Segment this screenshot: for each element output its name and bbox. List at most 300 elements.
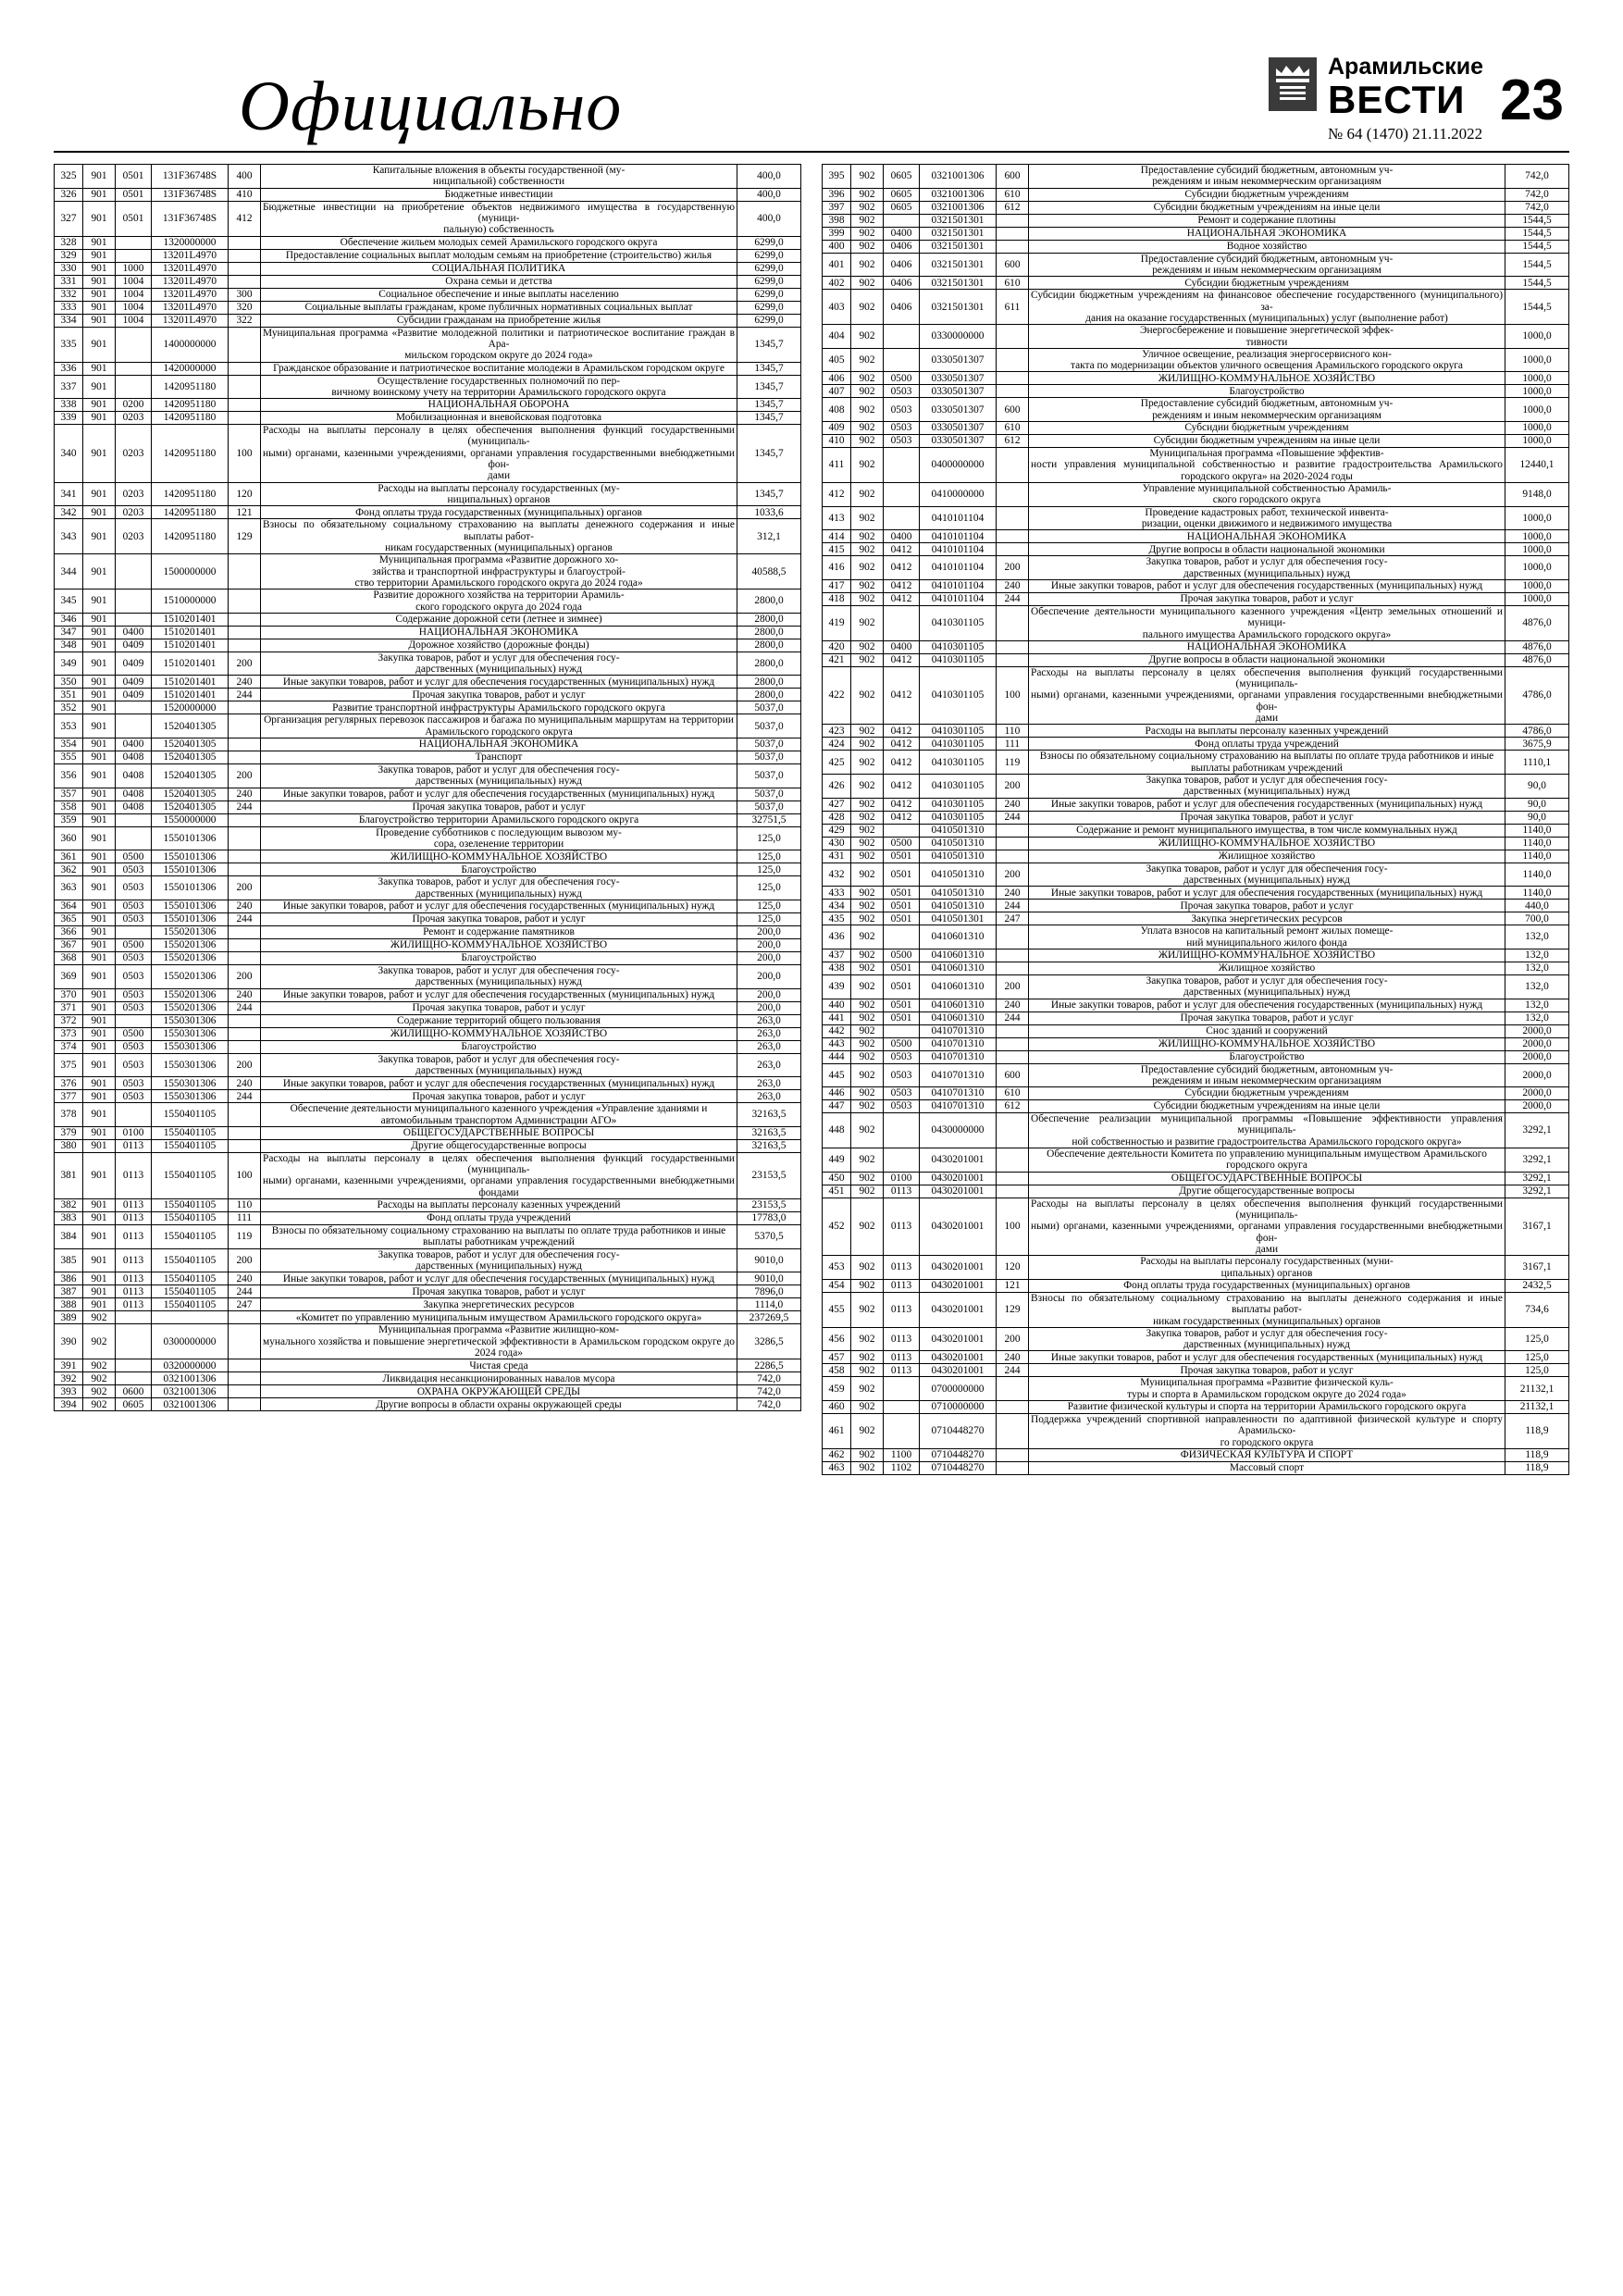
table-row: [823, 1256, 1569, 1280]
section-code: 0503: [884, 1087, 920, 1100]
section-code: 0503: [884, 385, 920, 398]
row-amount: 23153,5: [737, 1152, 801, 1198]
table-row: [55, 1199, 801, 1212]
expense-type-code: [229, 554, 261, 590]
issue-info: № 64 (1470) 21.11.2022: [1328, 125, 1483, 143]
chapter-code: 902: [851, 1364, 884, 1377]
expense-type-code: [229, 826, 261, 850]
row-number: 454: [823, 1279, 851, 1292]
table-row: [823, 1462, 1569, 1475]
expense-type-code: 244: [229, 689, 261, 701]
row-amount: 237269,5: [737, 1311, 801, 1324]
row-amount: 5037,0: [737, 800, 801, 813]
row-label: Обеспечение деятельности Комитета по управлению муниципальным имуществом Арамильского городского округа: [1029, 1148, 1505, 1173]
row-number: 439: [823, 974, 851, 999]
section-code: 0200: [116, 399, 152, 412]
row-number: 419: [823, 605, 851, 640]
expense-type-code: 247: [229, 1298, 261, 1311]
chapter-code: 901: [83, 519, 116, 554]
chapter-code: 902: [851, 1401, 884, 1414]
target-code: 1550201306: [152, 951, 229, 964]
row-number: 379: [55, 1126, 83, 1139]
row-label: Прочая закупка товаров, работ и услуг: [1029, 811, 1505, 824]
row-label: Содержание и ремонт муниципального имущества, в том числе коммунальных нужд: [1029, 824, 1505, 837]
row-label: Фонд оплаты труда государственных (муниципальных) органов: [1029, 1279, 1505, 1292]
target-code: 0430201001: [920, 1364, 997, 1377]
table-row: [823, 530, 1569, 543]
table-row: [823, 422, 1569, 435]
target-code: 1550101306: [152, 876, 229, 900]
expense-type-code: 200: [997, 775, 1029, 799]
target-code: 0330501307: [920, 385, 997, 398]
table-row: [55, 1139, 801, 1152]
row-number: 327: [55, 201, 83, 236]
target-code: 131F36748S: [152, 188, 229, 201]
table-row: [55, 1053, 801, 1077]
row-amount: 2800,0: [737, 689, 801, 701]
row-label: Капитальные вложения в объекты государственной (му- ниципальной) собственности: [261, 165, 737, 189]
chapter-code: 902: [851, 348, 884, 372]
section-code: 0500: [884, 1037, 920, 1050]
chapter-code: 901: [83, 1248, 116, 1272]
row-number: 458: [823, 1364, 851, 1377]
row-amount: 1544,5: [1505, 227, 1569, 240]
row-amount: 1345,7: [737, 425, 801, 483]
row-number: 328: [55, 236, 83, 249]
row-number: 416: [823, 556, 851, 580]
section-code: [116, 1372, 152, 1385]
row-number: 432: [823, 863, 851, 887]
row-label: Благоустройство: [261, 1040, 737, 1053]
row-label: Субсидии бюджетным учреждениям на иные цели: [1029, 1100, 1505, 1113]
table-row: [55, 850, 801, 863]
section-code: 0409: [116, 652, 152, 676]
row-label: Транспорт: [261, 751, 737, 764]
expense-type-code: 244: [229, 912, 261, 925]
section-code: 0406: [884, 290, 920, 325]
chapter-code: 902: [851, 1279, 884, 1292]
chapter-code: 901: [83, 288, 116, 301]
row-amount: 1033,6: [737, 506, 801, 519]
row-number: 346: [55, 613, 83, 626]
row-amount: 312,1: [737, 519, 801, 554]
section-code: [116, 249, 152, 262]
row-amount: 125,0: [737, 850, 801, 863]
chapter-code: 901: [83, 988, 116, 1001]
row-number: 426: [823, 775, 851, 799]
section-code: 0113: [116, 1139, 152, 1152]
chapter-code: 901: [83, 1090, 116, 1103]
target-code: 1510201401: [152, 613, 229, 626]
table-row: [823, 556, 1569, 580]
section-code: 0113: [884, 1256, 920, 1280]
chapter-code: 902: [851, 1185, 884, 1198]
row-label: Прочая закупка товаров, работ и услуг: [261, 1001, 737, 1014]
expense-type-code: [997, 448, 1029, 483]
table-row: [823, 653, 1569, 666]
row-amount: 3292,1: [1505, 1113, 1569, 1148]
table-row: [823, 725, 1569, 738]
row-amount: 200,0: [737, 925, 801, 938]
section-code: 0113: [116, 1152, 152, 1198]
section-code: 0412: [884, 556, 920, 580]
chapter-code: 902: [851, 824, 884, 837]
row-label: Обеспечение деятельности муниципального казенного учреждения «Центр земельных отношений и муници- пального имущества Арамильского городского округа»: [1029, 605, 1505, 640]
row-label: Снос зданий и сооружений: [1029, 1024, 1505, 1037]
row-number: 335: [55, 327, 83, 362]
table-row: [823, 1401, 1569, 1414]
section-code: 1000: [116, 262, 152, 275]
expense-type-code: [997, 1449, 1029, 1462]
target-code: 0410701310: [920, 1037, 997, 1050]
row-amount: 3286,5: [737, 1324, 801, 1359]
expense-type-code: 240: [997, 579, 1029, 592]
target-code: 0321001306: [920, 165, 997, 189]
section-code: 0503: [884, 1063, 920, 1087]
row-number: 362: [55, 863, 83, 876]
chapter-code: 901: [83, 714, 116, 738]
target-code: 0410301105: [920, 775, 997, 799]
expense-type-code: 240: [229, 788, 261, 800]
row-amount: 4876,0: [1505, 653, 1569, 666]
target-code: 131F36748S: [152, 201, 229, 236]
brand-name-line1: Арамильские: [1328, 54, 1484, 80]
target-code: 0710000000: [920, 1401, 997, 1414]
target-code: 0430201001: [920, 1279, 997, 1292]
section-code: 0412: [884, 543, 920, 556]
expense-type-code: 200: [229, 1248, 261, 1272]
chapter-code: 901: [83, 301, 116, 314]
row-label: Ликвидация несанкционированных навалов мусора: [261, 1372, 737, 1385]
expense-type-code: [997, 1414, 1029, 1449]
table-row: [55, 1103, 801, 1127]
target-code: 0410601310: [920, 925, 997, 949]
row-amount: 2800,0: [737, 652, 801, 676]
section-code: 0113: [116, 1199, 152, 1212]
section-code: 0503: [884, 398, 920, 422]
section-code: 0503: [116, 876, 152, 900]
row-label: Обеспечение жильем молодых семей Арамильского городского округа: [261, 236, 737, 249]
expense-type-code: 240: [229, 900, 261, 912]
target-code: 0330501307: [920, 435, 997, 448]
chapter-code: 901: [83, 375, 116, 399]
table-row: [823, 372, 1569, 385]
table-row: [55, 1126, 801, 1139]
row-number: 326: [55, 188, 83, 201]
table-row: [823, 1148, 1569, 1173]
expense-type-code: [229, 938, 261, 951]
chapter-code: 901: [83, 1077, 116, 1090]
row-label: Субсидии бюджетным учреждениям на иные цели: [1029, 201, 1505, 214]
row-label: Иные закупки товаров, работ и услуг для обеспечения государственных (муниципальных) нужд: [1029, 1351, 1505, 1364]
expense-type-code: [229, 1103, 261, 1127]
chapter-code: 902: [851, 1024, 884, 1037]
row-amount: 1345,7: [737, 412, 801, 425]
expense-type-code: 200: [229, 1053, 261, 1077]
row-amount: 118,9: [1505, 1414, 1569, 1449]
row-amount: 200,0: [737, 938, 801, 951]
expense-type-code: [997, 1462, 1029, 1475]
row-number: 329: [55, 249, 83, 262]
section-code: 0412: [884, 666, 920, 725]
expense-type-code: [229, 639, 261, 652]
row-number: 389: [55, 1311, 83, 1324]
target-code: 0330501307: [920, 348, 997, 372]
target-code: 1420000000: [152, 362, 229, 375]
expense-type-code: [229, 850, 261, 863]
row-amount: 1544,5: [1505, 290, 1569, 325]
target-code: 0410701310: [920, 1100, 997, 1113]
row-label: Развитие дорожного хозяйства на территории Арамиль- ского городского округа до 2024 года: [261, 590, 737, 614]
table-row: [823, 837, 1569, 850]
row-number: 340: [55, 425, 83, 483]
chapter-code: 902: [851, 253, 884, 277]
row-number: 409: [823, 422, 851, 435]
row-label: Закупка товаров, работ и услуг для обеспечения госу- дарственных (муниципальных) нужд: [261, 1248, 737, 1272]
row-number: 422: [823, 666, 851, 725]
row-number: 330: [55, 262, 83, 275]
section-code: 0113: [116, 1272, 152, 1285]
target-code: 1420951180: [152, 519, 229, 554]
target-code: 1520401305: [152, 751, 229, 764]
row-number: 377: [55, 1090, 83, 1103]
target-code: 1550201306: [152, 964, 229, 988]
expense-type-code: 612: [997, 435, 1029, 448]
chapter-code: 902: [851, 1198, 884, 1256]
row-number: 396: [823, 188, 851, 201]
chapter-code: 902: [851, 1327, 884, 1351]
row-amount: 1000,0: [1505, 435, 1569, 448]
row-amount: 1000,0: [1505, 325, 1569, 349]
chapter-code: 902: [851, 1256, 884, 1280]
row-label: Другие вопросы в области охраны окружающей среды: [261, 1398, 737, 1411]
row-label: Расходы на выплаты персоналу в целях обеспечения выполнения функций государственными (муниципаль- ными) органами, казенными учреждениями, органами управления государственными внебюджетными фон- дами: [1029, 666, 1505, 725]
column-left: [54, 164, 801, 1411]
chapter-code: 902: [851, 435, 884, 448]
row-label: Предоставление субсидий бюджетным, автономным уч- реждениям и иным некоммерческим организациям: [1029, 165, 1505, 189]
row-number: 331: [55, 275, 83, 288]
row-label: Содержание территорий общего пользования: [261, 1014, 737, 1027]
table-row: [823, 850, 1569, 863]
target-code: 0410501310: [920, 837, 997, 850]
target-code: 1500000000: [152, 554, 229, 590]
table-row: [823, 1449, 1569, 1462]
table-row: [55, 1398, 801, 1411]
row-label: Прочая закупка товаров, работ и услуг: [261, 689, 737, 701]
target-code: 0321501301: [920, 227, 997, 240]
section-code: 0503: [116, 964, 152, 988]
row-label: Муниципальная программа «Развитие молодежной политики и патриотическое воспитание граждан в Ара- мильском городском округе до 2024 года»: [261, 327, 737, 362]
expense-type-code: 600: [997, 253, 1029, 277]
expense-type-code: [997, 483, 1029, 507]
content-columns: [54, 164, 1569, 1475]
target-code: 1550401105: [152, 1212, 229, 1225]
row-amount: 40588,5: [737, 554, 801, 590]
expense-type-code: [997, 1024, 1029, 1037]
chapter-code: 901: [83, 676, 116, 689]
target-code: 0410601310: [920, 974, 997, 999]
table-row: [823, 887, 1569, 900]
table-row: [55, 1225, 801, 1249]
target-code: 13201L4970: [152, 314, 229, 327]
row-label: ЖИЛИЩНО-КОММУНАЛЬНОЕ ХОЗЯЙСТВО: [261, 938, 737, 951]
section-code: 0400: [116, 738, 152, 751]
row-number: 438: [823, 962, 851, 974]
target-code: 0321501301: [920, 240, 997, 253]
row-label: ОБЩЕГОСУДАРСТВЕННЫЕ ВОПРОСЫ: [261, 1126, 737, 1139]
chapter-code: 902: [851, 653, 884, 666]
target-code: 1420951180: [152, 375, 229, 399]
row-number: 444: [823, 1050, 851, 1063]
row-number: 380: [55, 1139, 83, 1152]
section-code: 0500: [884, 837, 920, 850]
table-row: [55, 399, 801, 412]
expense-type-code: [229, 399, 261, 412]
expense-type-code: 110: [229, 1199, 261, 1212]
row-number: 353: [55, 714, 83, 738]
row-number: 378: [55, 1103, 83, 1127]
expense-type-code: 610: [997, 1087, 1029, 1100]
target-code: 1550401105: [152, 1285, 229, 1298]
row-amount: 1544,5: [1505, 240, 1569, 253]
section-code: 0500: [884, 372, 920, 385]
row-amount: 400,0: [737, 188, 801, 201]
table-row: [823, 1063, 1569, 1087]
chapter-code: 902: [851, 1037, 884, 1050]
row-number: 398: [823, 214, 851, 227]
expense-type-code: 244: [997, 1364, 1029, 1377]
table-row: [55, 506, 801, 519]
row-label: Субсидии бюджетным учреждениям: [1029, 1087, 1505, 1100]
row-number: 457: [823, 1351, 851, 1364]
row-number: 411: [823, 448, 851, 483]
table-row: [55, 988, 801, 1001]
row-amount: 90,0: [1505, 798, 1569, 811]
row-label: Другие вопросы в области национальной экономики: [1029, 543, 1505, 556]
expense-type-code: [229, 813, 261, 826]
row-label: Расходы на выплаты персоналу казенных учреждений: [1029, 725, 1505, 738]
section-code: 1004: [116, 301, 152, 314]
row-number: 352: [55, 701, 83, 714]
table-row: [55, 1090, 801, 1103]
chapter-code: 901: [83, 912, 116, 925]
row-label: ЖИЛИЩНО-КОММУНАЛЬНОЕ ХОЗЯЙСТВО: [261, 1027, 737, 1040]
chapter-code: 901: [83, 1040, 116, 1053]
target-code: 1510201401: [152, 626, 229, 639]
section-code: [884, 348, 920, 372]
row-amount: 132,0: [1505, 999, 1569, 1011]
expense-type-code: 200: [229, 964, 261, 988]
row-amount: 400,0: [737, 165, 801, 189]
chapter-code: 902: [851, 483, 884, 507]
row-label: Прочая закупка товаров, работ и услуг: [1029, 1011, 1505, 1024]
section-code: [884, 605, 920, 640]
table-row: [55, 165, 801, 189]
chapter-code: 902: [851, 1148, 884, 1173]
row-amount: 2000,0: [1505, 1037, 1569, 1050]
expense-type-code: 240: [997, 999, 1029, 1011]
row-amount: 742,0: [737, 1385, 801, 1398]
row-amount: 1000,0: [1505, 422, 1569, 435]
table-row: [823, 1414, 1569, 1449]
row-amount: 3292,1: [1505, 1172, 1569, 1185]
expense-type-code: [997, 1050, 1029, 1063]
chapter-code: 902: [851, 592, 884, 605]
row-amount: 1140,0: [1505, 887, 1569, 900]
chapter-code: 902: [851, 1063, 884, 1087]
target-code: 0330000000: [920, 325, 997, 349]
section-code: 0409: [116, 639, 152, 652]
chapter-code: 902: [851, 277, 884, 290]
table-row: [823, 863, 1569, 887]
chapter-code: 902: [851, 1414, 884, 1449]
target-code: 0430201001: [920, 1351, 997, 1364]
row-number: 425: [823, 751, 851, 775]
row-number: 325: [55, 165, 83, 189]
row-number: 386: [55, 1272, 83, 1285]
table-row: [55, 800, 801, 813]
section-code: 0500: [116, 1027, 152, 1040]
table-row: [55, 314, 801, 327]
expense-type-code: [229, 951, 261, 964]
expense-type-code: [997, 530, 1029, 543]
expense-type-code: 610: [997, 188, 1029, 201]
row-label: Развитие транспортной инфраструктуры Арамильского городского округа: [261, 701, 737, 714]
chapter-code: 902: [851, 850, 884, 863]
chapter-code: 902: [83, 1324, 116, 1359]
expense-type-code: 240: [229, 1272, 261, 1285]
target-code: 1550301306: [152, 1053, 229, 1077]
section-code: 0100: [884, 1172, 920, 1185]
row-amount: 118,9: [1505, 1462, 1569, 1475]
row-number: 361: [55, 850, 83, 863]
section-code: 0600: [116, 1385, 152, 1398]
section-code: 0113: [884, 1351, 920, 1364]
chapter-code: 901: [83, 236, 116, 249]
table-row: [823, 999, 1569, 1011]
expense-type-code: [229, 1372, 261, 1385]
section-code: 1004: [116, 288, 152, 301]
target-code: 0410501301: [920, 912, 997, 925]
row-label: ОБЩЕГОСУДАРСТВЕННЫЕ ВОПРОСЫ: [1029, 1172, 1505, 1185]
row-label: Предоставление субсидий бюджетным, автономным уч- реждениям и иным некоммерческим организациям: [1029, 398, 1505, 422]
row-label: Иные закупки товаров, работ и услуг для обеспечения государственных (муниципальных) нужд: [1029, 887, 1505, 900]
chapter-code: 901: [83, 1212, 116, 1225]
section-code: 0203: [116, 506, 152, 519]
chapter-code: 901: [83, 362, 116, 375]
row-label: НАЦИОНАЛЬНАЯ ЭКОНОМИКА: [261, 738, 737, 751]
row-number: 342: [55, 506, 83, 519]
expense-type-code: [229, 613, 261, 626]
target-code: 0430201001: [920, 1256, 997, 1280]
row-amount: 125,0: [737, 826, 801, 850]
chapter-code: 902: [851, 1113, 884, 1148]
expense-type-code: [229, 412, 261, 425]
chapter-code: 901: [83, 201, 116, 236]
section-code: 1102: [884, 1462, 920, 1475]
expense-type-code: 612: [997, 201, 1029, 214]
target-code: 0321501301: [920, 214, 997, 227]
target-code: 1550401105: [152, 1248, 229, 1272]
row-number: 371: [55, 1001, 83, 1014]
row-number: 357: [55, 788, 83, 800]
section-code: [884, 214, 920, 227]
expense-type-code: [229, 1040, 261, 1053]
row-number: 427: [823, 798, 851, 811]
row-label: ЖИЛИЩНО-КОММУНАЛЬНОЕ ХОЗЯЙСТВО: [1029, 1037, 1505, 1050]
row-amount: 263,0: [737, 1014, 801, 1027]
row-label: Обеспечение деятельности муниципального казенного учреждения «Управление зданиями и автомобильным транспортом Администрации АГО»: [261, 1103, 737, 1127]
